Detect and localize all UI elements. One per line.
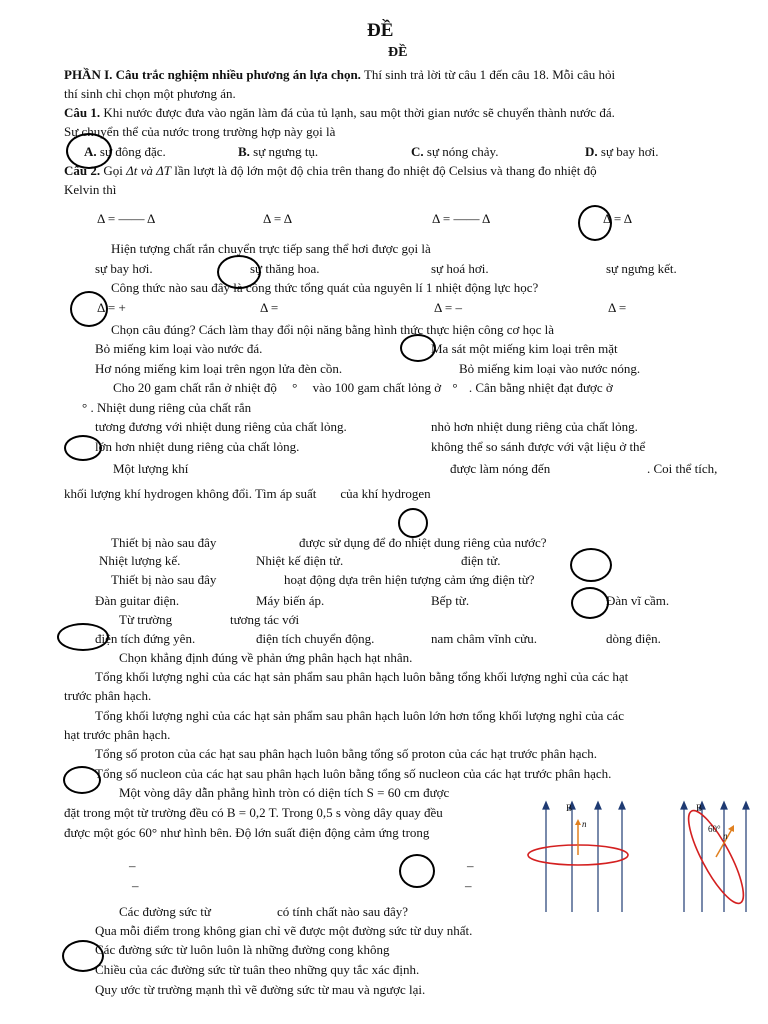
q2-option-d[interactable]: Δ = Δ xyxy=(603,211,633,226)
q4-option-d[interactable]: Δ = xyxy=(608,300,627,315)
q1-text2: Sự chuyển thể của nước trong trường hợp này gọi là xyxy=(64,124,336,139)
q3-option-a[interactable]: sự bay hơi. xyxy=(95,261,153,276)
q13-stem-b: có tính chất nào sau đây? xyxy=(277,904,409,919)
q1-line1 xyxy=(64,105,615,121)
q10-option-a[interactable]: điện tích đứng yên. xyxy=(95,631,196,646)
q10-stem-b: tương tác với xyxy=(230,612,300,627)
q13-option-a[interactable]: Qua mỗi điểm trong không gian chỉ vẽ được một đường sức từ duy nhất. xyxy=(95,923,473,938)
figure-label-n: n xyxy=(582,819,587,829)
answer-mark-q7 xyxy=(398,508,428,538)
q11-option-b-line1[interactable]: Tổng khối lượng nghỉ của các hạt sản phẩm sau phân hạch luôn lớn hơn tổng khối lượng nghỉ của các xyxy=(95,708,624,723)
q6-option-d[interactable]: không thể so sánh được với vật liệu ở thể xyxy=(431,439,646,454)
figure-label-n2: n xyxy=(723,831,728,841)
q9-option-d[interactable]: Đàn vĩ cầm. xyxy=(606,593,670,608)
part1-line1 xyxy=(64,67,615,83)
q6-stem2: ° . Nhiệt dung riêng của chất rắn xyxy=(82,400,252,415)
q10-option-c[interactable]: nam châm vĩnh cửu. xyxy=(431,631,537,646)
q9-stem-a: Thiết bị nào sau đây xyxy=(111,572,217,587)
q1-text1: Khi nước được đưa vào ngăn làm đá của tủ lạnh, sau một thời gian nước sẽ chuyển thành nước đá. xyxy=(103,105,615,120)
part1-instr2: thí sinh chỉ chọn một phương án. xyxy=(64,86,236,101)
q3-stem: Hiện tượng chất rắn chuyển trực tiếp sang thể hơi được gọi là xyxy=(111,241,431,256)
q11-option-a-line1[interactable]: Tổng khối lượng nghỉ của các hạt sản phẩm sau phân hạch luôn bằng tổng khối lượng nghỉ của các hạt xyxy=(95,669,629,684)
part1-heading: PHẦN I. Câu trắc nghiệm nhiều phương án lựa chọn. xyxy=(64,67,361,82)
q2-num: Câu 2. xyxy=(64,163,101,178)
q6-option-c[interactable]: lớn hơn nhiệt dung riêng của chất lỏng. xyxy=(95,439,300,454)
answer-mark-q9 xyxy=(571,587,609,619)
q11-option-c[interactable]: Tổng số proton của các hạt sau phân hạch luôn bằng tổng số proton của các hạt trước phân hạch. xyxy=(95,746,597,761)
q1-option-d[interactable]: D. sự bay hơi. xyxy=(585,144,659,159)
q2-option-c[interactable]: Δ = —— Δ xyxy=(432,211,491,226)
q7-stem-b: được làm nóng đến xyxy=(450,461,551,476)
q8-option-a[interactable]: Nhiệt lượng kế. xyxy=(99,553,181,568)
q9-stem-b: hoạt động dựa trên hiện tượng cảm ứng điện từ? xyxy=(284,572,535,587)
q12-line3: được một góc 60° như hình bên. Độ lớn suất điện động cảm ứng trong xyxy=(64,825,430,840)
q1-num: Câu 1. xyxy=(64,105,101,120)
q9-option-a[interactable]: Đàn guitar điện. xyxy=(95,593,180,608)
q13-option-d[interactable]: Quy ước từ trường mạnh thì vẽ đường sức từ mau và ngược lại. xyxy=(95,982,426,997)
q5-option-b[interactable]: Ma sát một miếng kim loại trên mặt xyxy=(431,341,618,356)
figure-label-b2: B xyxy=(696,803,703,813)
q9-option-b[interactable]: Máy biến áp. xyxy=(256,593,325,608)
q6-stem1: Cho 20 gam chất rắn ở nhiệt độ ° vào 100 gam chất lỏng ở ° . Cân bằng nhiệt đạt được ở xyxy=(113,380,613,395)
q2-text2: Kelvin thì xyxy=(64,182,117,197)
q4-option-c[interactable]: Δ = – xyxy=(434,300,462,315)
answer-mark-q8 xyxy=(570,548,612,582)
q5-stem: Chọn câu đúng? Cách làm thay đổi nội năng bằng hình thức thực hiện công cơ học là xyxy=(111,322,554,337)
page-title: ĐỀ xyxy=(367,20,394,41)
q12-option-b[interactable]: – xyxy=(467,858,474,873)
figure-label-angle: 60° xyxy=(708,824,721,834)
q12-option-c[interactable]: – xyxy=(132,878,139,893)
q10-option-b[interactable]: điện tích chuyển động. xyxy=(256,631,375,646)
q5-option-a[interactable]: Bỏ miếng kim loại vào nước đá. xyxy=(95,341,263,356)
q7-stem-a: Một lượng khí xyxy=(113,461,189,476)
q3-option-c[interactable]: sự hoá hơi. xyxy=(431,261,489,276)
answer-mark-q12 xyxy=(399,854,435,888)
magnetic-field-loop-figure xyxy=(524,797,764,917)
q11-option-b-line2[interactable]: hạt trước phân hạch. xyxy=(64,727,171,742)
q8-stem-a: Thiết bị nào sau đây xyxy=(111,535,217,550)
q6-option-a[interactable]: tương đương với nhiệt dung riêng của chất lỏng. xyxy=(95,419,347,434)
q4-option-b[interactable]: Δ = xyxy=(260,300,279,315)
q3-option-b[interactable]: sự thăng hoa. xyxy=(250,261,320,276)
q8-option-c[interactable]: điện tử. xyxy=(461,553,501,568)
q12-line2: đặt trong một từ trường đều có B = 0,2 T. Trong 0,5 s vòng dây quay đều xyxy=(64,805,443,820)
q11-option-d[interactable]: Tổng số nucleon của các hạt sau phân hạch luôn bằng tổng số nucleon của các hạt trước phân hạch. xyxy=(95,766,612,781)
page-subtitle: ĐỀ xyxy=(388,45,408,60)
q7-stem2: khối lượng khí hydrogen không đổi. Tìm áp suất của khí hydrogen xyxy=(64,486,431,501)
q1-option-c[interactable]: C. sự nóng chảy. xyxy=(411,144,499,159)
q6-option-b[interactable]: nhỏ hơn nhiệt dung riêng của chất lỏng. xyxy=(431,419,638,434)
q1-option-a[interactable]: A. sự đông đặc. xyxy=(84,144,166,159)
q10-stem-a: Từ trường xyxy=(119,612,173,627)
q13-option-b[interactable]: Các đường sức từ luôn luôn là những đường cong không xyxy=(95,942,390,957)
q13-option-c[interactable]: Chiều của các đường sức từ tuân theo những quy tắc xác định. xyxy=(95,962,420,977)
q12-option-a[interactable]: – xyxy=(129,858,136,873)
part1-instr1: Thí sinh trả lời từ câu 1 đến câu 18. Mỗi câu hỏi xyxy=(363,67,616,82)
q7-stem-c: . Coi thể tích, xyxy=(647,461,718,476)
q12-line1: Một vòng dây dẫn phẳng hình tròn có diện tích S = 60 cm được xyxy=(119,785,450,800)
q2-option-a[interactable]: Δ = —— Δ xyxy=(97,211,156,226)
figure-label-b: B xyxy=(566,803,573,813)
q3-option-d[interactable]: sự ngưng kết. xyxy=(606,261,677,276)
q11-option-a-line2[interactable]: trước phân hạch. xyxy=(64,688,152,703)
q10-option-d[interactable]: dòng điện. xyxy=(606,631,661,646)
q1-option-b[interactable]: B. sự ngưng tụ. xyxy=(238,144,319,159)
q8-stem-b: được sử dụng để đo nhiệt dung riêng của nước? xyxy=(299,535,547,550)
q5-option-c[interactable]: Hơ nóng miếng kim loại trên ngọn lửa đèn cồn. xyxy=(95,361,343,376)
q13-stem-a: Các đường sức từ xyxy=(119,904,211,919)
q4-option-a[interactable]: Δ = + xyxy=(97,300,126,315)
q8-option-b[interactable]: Nhiệt kế điện tử. xyxy=(256,553,344,568)
q5-option-d[interactable]: Bỏ miếng kim loại vào nước nóng. xyxy=(459,361,641,376)
q12-option-d[interactable]: – xyxy=(465,878,472,893)
q2-option-b[interactable]: Δ = Δ xyxy=(263,211,293,226)
q2-line1: Câu 2. Gọi Δt và ΔT lần lượt là độ lớn một độ chia trên thang đo nhiệt độ Celsius và thang đo nhiệt độ xyxy=(64,163,597,178)
q11-stem: Chọn khẳng định đúng về phản ứng phân hạch hạt nhân. xyxy=(119,650,413,665)
q4-stem: Công thức nào sau đây là công thức tổng quát của nguyên lí 1 nhiệt động lực học? xyxy=(111,280,539,295)
q9-option-c[interactable]: Bếp từ. xyxy=(431,593,470,608)
